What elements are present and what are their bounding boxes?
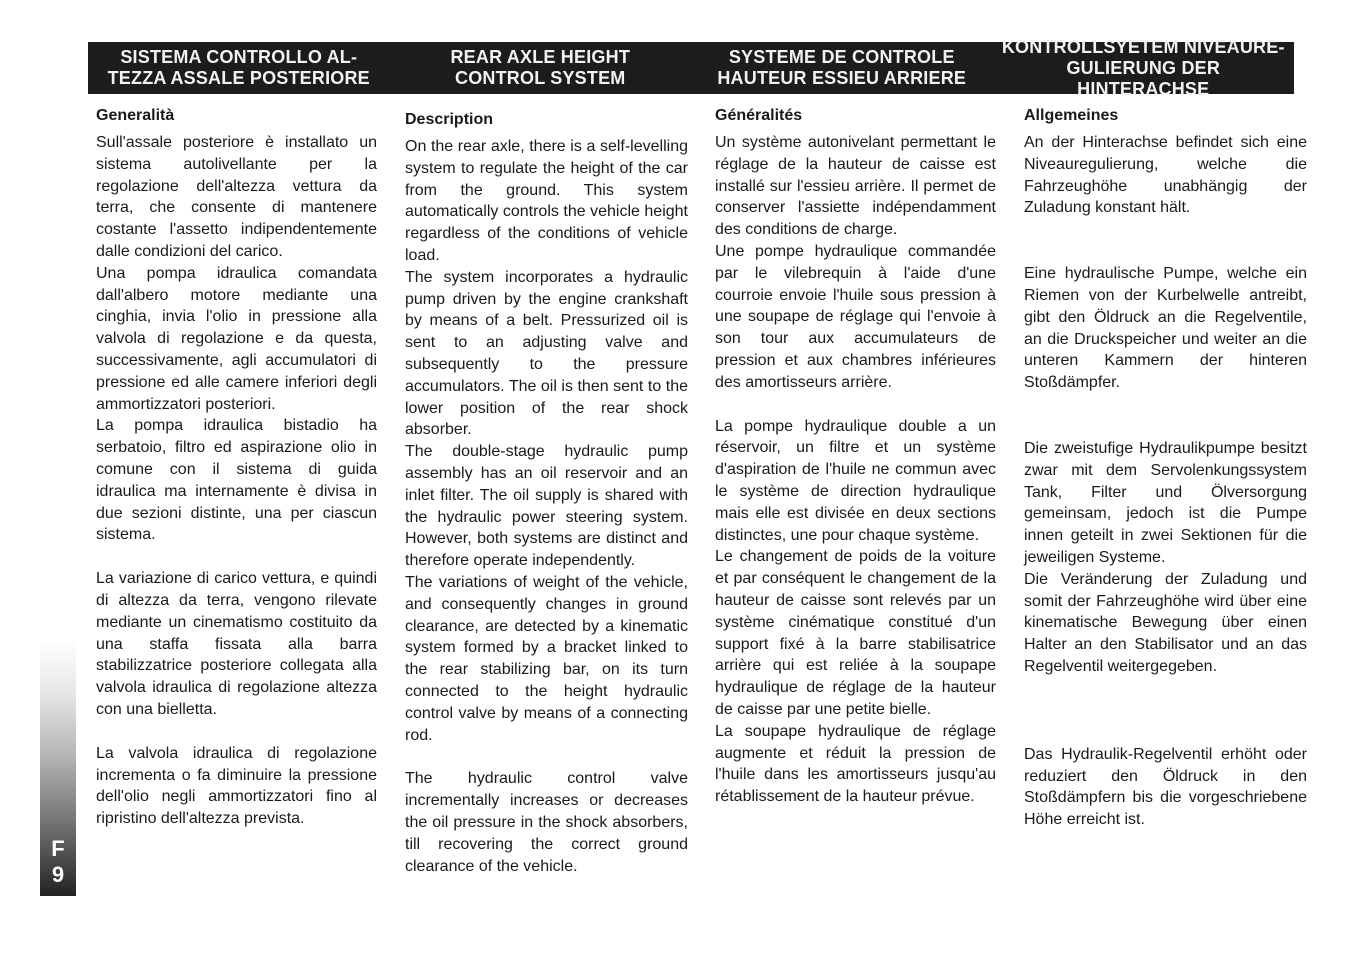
- german-title: Allgemeines: [1024, 107, 1119, 124]
- header-english: REAR AXLE HEIGHT CONTROL SYSTEM: [450, 47, 631, 88]
- section-side-tab: [40, 640, 76, 896]
- english-paragraph-1: On the rear axle, there is a self-levelling system to regulate the height of the car from the ground. This system automatically controls the vehicle height regardless of the conditions of vehicle load.: [405, 138, 688, 264]
- italian-paragraph-1: Sull'assale posteriore è installato un sistema autolivellante per la regolazione dell'altezza vettura da terra, che consente di mantenere costante l'assetto indipendentemente dalle condizioni del carico.: [96, 134, 377, 260]
- german-paragraph-4: Die Veränderung der Zuladung und somit der Fahrzeughöhe wird über eine kinematische Bewegung über einen Halter an den Stabilisator und an das Regelventil weitergegeben.: [1024, 570, 1307, 675]
- german-paragraph-1: An der Hinterachse befindet sich eine Niveauregulierung, welche die Fahrzeughöhe unabhängig der Zuladung konstant hält.: [1024, 134, 1307, 217]
- english-paragraph-5: The hydraulic control valve incrementally increases or decreases the oil pressure in the shock absorbers, till recovering the correct ground clearance of the vehicle.: [405, 770, 688, 875]
- french-title: Généralités: [715, 107, 803, 124]
- french-paragraph-5: La soupape hydraulique de réglage augmente et réduit la pression de l'huile dans les amortisseurs jusqu'au rétablissement de la hauteur prévue.: [715, 722, 996, 806]
- english-paragraph-3: The double-stage hydraulic pump assembly has an oil reservoir and an inlet filter. The oil supply is shared with the hydraulic power steering system. However, both systems are distinct and therefore operate independently.: [405, 443, 688, 570]
- german-paragraph-2: Eine hydraulische Pumpe, welche ein Riemen von der Kurbelwelle antreibt, gibt den Öldruck an die Regelventile, an die Druckspeicher und weiter an die unteren Kammern der hinteren Stoßdämpfer.: [1024, 265, 1307, 392]
- french-paragraph-2: Une pompe hydraulique commandée par le vilebrequin à l'aide d'une courroie envoie l'huile sous pression à une soupape de réglage qui l'envoie à son tour aux accumulateurs de pression et aux chambres inférieures des amortisseurs arrière.: [715, 242, 996, 391]
- german-paragraph-5: Das Hydraulik-Regelventil erhöht oder reduziert den Öldruck in den Stoßdämpfern bis die vorgeschriebene Höhe erreicht ist.: [1024, 745, 1307, 829]
- section-number: 9: [51, 862, 65, 887]
- italian-paragraph-3: La pompa idraulica bistadio ha serbatoio, filtro ed aspirazione olio in comune con il sistema di guida idraulica ma internamente è divisa in due sezioni distinte, una per ciascun sistema.: [96, 417, 377, 544]
- english-title: Description: [405, 111, 494, 128]
- german-paragraph-3: Die zweistufige Hydraulikpumpe besitzt zwar mit dem Servolenkungssystem Tank, Filter und Ölversorgung gemeinsam, jedoch ist die Pumpe innen geteilt in zwei Sektionen für die jeweiligen Systeme.: [1024, 439, 1307, 566]
- italian-paragraph-5: La valvola idraulica di regolazione incrementa o fa diminuire la pressione dell'olio negli ammortizzatori fino al ripristino dell'altezza prevista.: [96, 744, 377, 828]
- italian-title: Generalità: [96, 107, 175, 124]
- column-italian: [96, 106, 377, 830]
- header-german: KONTROLLSYETEM NIVEAURE- GULIERUNG DER HINTERACHSE: [1001, 36, 1285, 99]
- column-german: [1024, 106, 1307, 831]
- english-paragraph-4: The variations of weight of the vehicle, and consequently changes in ground clearance, are detected by a kinematic system formed by a bracket linked to the rear stabilizing bar, on its turn connected to the height hydraulic control valve by means of a connecting rod.: [405, 573, 688, 744]
- english-paragraph-2: The system incorporates a hydraulic pump driven by the engine crankshaft by means of a belt. Pressurized oil is sent to an adjusting valve and subsequently to the pressure accumulators. The oil is then sent to the lower position of the rear shock absorber.: [405, 268, 688, 439]
- french-paragraph-1: Un système autonivelant permettant le réglage de la hauteur de caisse est installé sur l'essieu arrière. Il permet de conserver l'assiette indépendamment des conditions de charge.: [715, 134, 996, 239]
- header-french: SYSTEME DE CONTROLE HAUTEUR ESSIEU ARRIERE: [717, 47, 967, 88]
- section-header-band: [88, 36, 1294, 99]
- french-paragraph-3: La pompe hydraulique double a un réservoir, un filtre et un système d'aspiration de l'huile ne commun avec le système de direction hydraulique mais elle est divisée en deux sections distinctes, une pour chaque système.: [715, 417, 996, 544]
- italian-paragraph-2: Una pompa idraulica comandata dall'albero motore mediante una cinghia, invia l'olio in pressione alla valvola di regolazione e da questa, successivamente, agli accumulatori di pressione ed alle camere inferiori degli ammortizzatori posteriori.: [96, 264, 377, 413]
- french-paragraph-4: Le changement de poids de la voiture et par conséquent le changement de la hauteur de caisse sont relevés par un système cinématique constitué d'un support fixé à la barre stabilisatrice arrière qui est reliée à la soupape hydraulique de réglage de la hauteur de caisse par une petite bielle.: [715, 548, 996, 718]
- column-french: [715, 106, 996, 808]
- section-letter: F: [51, 836, 65, 861]
- header-italian: SISTEMA CONTROLLO AL- TEZZA ASSALE POSTERIORE: [107, 47, 370, 88]
- italian-paragraph-4: La variazione di carico vettura, e quindi di altezza da terra, vengono rilevate mediante un cinematismo costituito da una staffa fissata alla barra stabilizzatrice posteriore collegata alla valvola idraulica di regolazione altezza con una bielletta.: [96, 570, 377, 718]
- column-english: [405, 110, 688, 877]
